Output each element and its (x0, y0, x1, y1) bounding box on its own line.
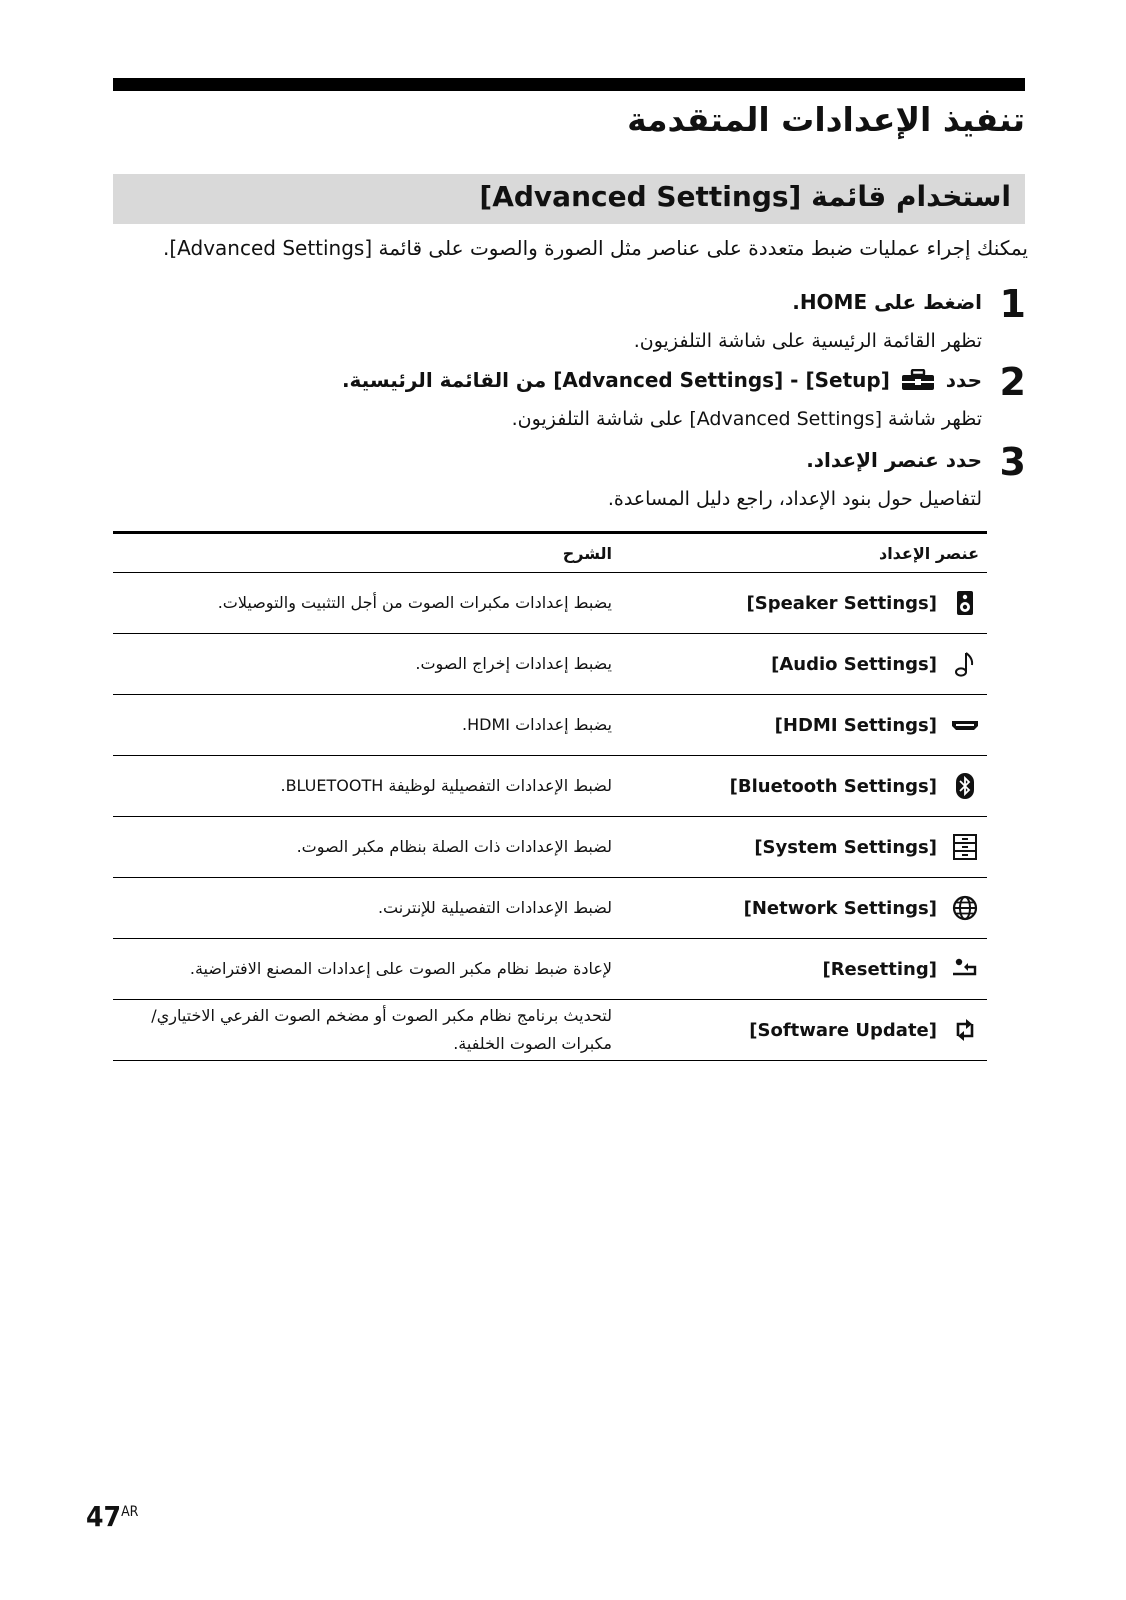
table-row (113, 878, 987, 939)
step-number: 3 (999, 440, 1026, 484)
step-result: تظهر القائمة الرئيسية على شاشة التلفزيون. (633, 330, 982, 352)
globe-icon (951, 894, 979, 922)
setting-name: [Audio Settings] (620, 634, 943, 695)
section-title: استخدام قائمة [Advanced Settings] (479, 180, 1011, 213)
setting-description: يضبط إعدادات مكبرات الصوت من أجل التثبيت والتوصيلات. (113, 573, 620, 634)
page-title: تنفيذ الإعدادات المتقدمة (627, 100, 1025, 139)
settings-table (113, 531, 987, 1061)
reset-icon (951, 955, 979, 983)
setting-name: [System Settings] (620, 817, 943, 878)
setting-description: لتحديث برنامج نظام مكبر الصوت أو مضخم الصوت الفرعي الاختياري/ مكبرات الصوت الخلفية. (113, 1000, 620, 1061)
step-number: 2 (999, 360, 1026, 404)
intro-text: يمكنك إجراء عمليات ضبط متعددة على عناصر مثل الصورة والصوت على قائمة [Advanced Settings]. (163, 236, 1028, 260)
step-instruction: اضغط على HOME. (792, 290, 982, 314)
table-header-row (113, 533, 987, 573)
step-instruction: حدد عنصر الإعداد. (806, 448, 982, 472)
setting-description: لضبط الإعدادات التفصيلية للإنترنت. (113, 878, 620, 939)
top-rule (113, 78, 1025, 91)
setting-name: [Resetting] (620, 939, 943, 1000)
step-result: تظهر شاشة [Advanced Settings] على شاشة التلفزيون. (511, 408, 982, 430)
page-number (86, 1500, 138, 1533)
setting-name: [Network Settings] (620, 878, 943, 939)
bluetooth-icon (951, 772, 979, 800)
step-result: لتفاصيل حول بنود الإعداد، راجع دليل المساعدة. (607, 488, 982, 510)
speaker-icon (951, 589, 979, 617)
setting-name: [Bluetooth Settings] (620, 756, 943, 817)
setting-description: لضبط الإعدادات ذات الصلة بنظام مكبر الصوت. (113, 817, 620, 878)
section-header (113, 174, 1025, 224)
step-number: 1 (999, 282, 1026, 326)
system-icon (951, 833, 979, 861)
setting-name: [Speaker Settings] (620, 573, 943, 634)
table-row (113, 1000, 987, 1061)
step-instruction-suffix: [Setup] - [Advanced Settings] من القائمة الرئيسية. (341, 368, 890, 392)
column-header-description: الشرح (113, 533, 620, 573)
table-row (113, 939, 987, 1000)
table-row (113, 573, 987, 634)
column-header-item: عنصر الإعداد (620, 533, 987, 573)
table-row (113, 756, 987, 817)
setting-name: [HDMI Settings] (620, 695, 943, 756)
setting-description: يضبط إعدادات إخراج الصوت. (113, 634, 620, 695)
step-instruction (342, 368, 982, 392)
setting-description: لإعادة ضبط نظام مكبر الصوت على إعدادات المصنع الافتراضية. (113, 939, 620, 1000)
step-instruction-prefix: حدد (945, 368, 982, 392)
table-row (113, 817, 987, 878)
toolbox-icon (901, 369, 935, 391)
setting-name: [Software Update] (620, 1000, 943, 1061)
hdmi-icon (951, 711, 979, 739)
setting-description: لضبط الإعدادات التفصيلية لوظيفة BLUETOOTH. (113, 756, 620, 817)
update-icon (951, 1016, 979, 1044)
page-number-suffix: AR (121, 1504, 139, 1520)
page-number-value: 47 (86, 1500, 122, 1533)
table-row (113, 695, 987, 756)
setting-description: يضبط إعدادات HDMI. (113, 695, 620, 756)
music-note-icon (951, 650, 979, 678)
table-row (113, 634, 987, 695)
